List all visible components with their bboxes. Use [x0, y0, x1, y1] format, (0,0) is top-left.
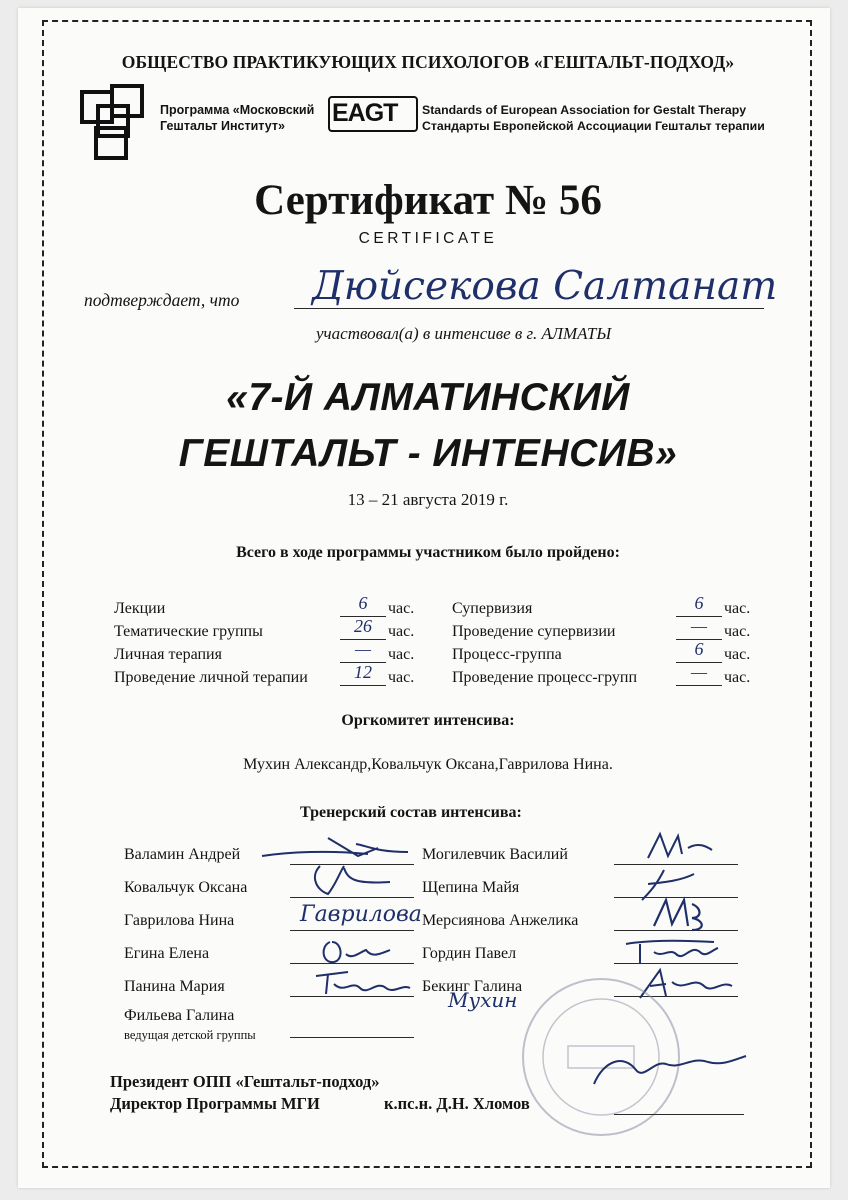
signature-line: [290, 1037, 414, 1038]
hours-unit: час.: [388, 646, 415, 663]
hours-label: Лекции: [114, 600, 166, 617]
director-signature: [584, 1040, 754, 1100]
hours-label: Проведение процесс-групп: [452, 669, 638, 686]
program-line2: Гештальт Институт»: [160, 119, 285, 133]
trainer-name: Гаврилова Нина: [124, 912, 235, 929]
trainer-name: Ковальчук Оксана: [124, 879, 248, 896]
signature-panina: [308, 962, 418, 1002]
trainers-heading: Тренерский состав интенсива:: [300, 804, 522, 821]
hours-unit: час.: [724, 646, 751, 663]
org-committee-heading: Оргкомитет интенсива:: [341, 712, 515, 729]
event-line1: «7-Й АЛМАТИНСКИЙ: [226, 376, 630, 419]
hours-value: 6: [694, 593, 704, 613]
eagt-logo-text: EAGT: [332, 99, 398, 127]
confirms-text: подтверждает, что: [84, 290, 240, 310]
institute-logo: [76, 84, 150, 169]
trainer-name: Могилевчик Василий: [422, 846, 568, 863]
trainer-name: Щепина Майя: [422, 879, 520, 896]
hours-underline: [676, 639, 722, 640]
hours-value: 6: [694, 639, 704, 659]
director-signature-line: [614, 1114, 744, 1115]
signature-line: [290, 930, 414, 931]
trainer-name: Мерсиянова Анжелика: [422, 912, 579, 929]
hours-label: Процесс-группа: [452, 646, 562, 663]
hours-label: Личная терапия: [114, 646, 222, 663]
hours-unit: час.: [724, 669, 751, 686]
hours-label: Проведение личной терапии: [114, 669, 308, 686]
hours-underline: [340, 639, 386, 640]
event-dates: 13 – 21 августа 2019 г.: [347, 490, 509, 509]
hours-underline: [340, 662, 386, 663]
hours-unit: час.: [388, 623, 415, 640]
director-title: Директор Программы МГИ: [110, 1094, 320, 1113]
event-line2: ГЕШТАЛЬТ - ИНТЕНСИВ»: [178, 432, 678, 475]
hours-underline: [676, 616, 722, 617]
hours-value: 26: [354, 616, 372, 636]
hours-underline: [676, 662, 722, 663]
signature-kovalchuk: [300, 856, 410, 902]
certificate-page: [18, 8, 830, 1188]
trainer-name: Гордин Павел: [422, 945, 517, 962]
signature-mukhin: Мухин: [448, 988, 518, 1012]
program-name: [160, 102, 314, 134]
hours-value: —: [354, 639, 371, 659]
hours-value: 12: [354, 662, 372, 682]
signature-gavrilova: Гаврилова: [300, 902, 422, 927]
hours-underline: [676, 685, 722, 686]
certificate-subtitle: CERTIFICATE: [358, 230, 498, 247]
program-line1: Программа «Московский: [160, 103, 315, 117]
trainer-name: Егина Елена: [124, 945, 210, 962]
hours-value: —: [690, 662, 707, 682]
hours-heading: Всего в ходе программы участником было пройдено:: [236, 544, 620, 561]
hours-underline: [340, 616, 386, 617]
hours-label: Тематические группы: [114, 623, 263, 640]
standards-ru: Стандарты Европейской Ассоциации Гештальт терапии: [422, 119, 765, 133]
trainer-note: ведущая детской группы: [124, 1028, 256, 1042]
org-committee-members: Мухин Александр,Ковальчук Оксана,Гаврилова Нина.: [243, 756, 613, 773]
standards-en: Standards of European Association for Gestalt Therapy: [422, 103, 747, 117]
hours-value: —: [690, 616, 707, 636]
hours-underline: [340, 685, 386, 686]
president-line: Президент ОПП «Гештальт-подход»: [110, 1072, 380, 1091]
hours-label: Проведение супервизии: [452, 623, 616, 640]
recipient-underline: [294, 308, 764, 309]
trainer-name: Панина Мария: [124, 978, 225, 995]
certificate-title: Сертификат № 56: [254, 177, 602, 224]
org-name: ОБЩЕСТВО ПРАКТИКУЮЩИХ ПСИХОЛОГОВ «ГЕШТАЛЬТ-ПОДХОД»: [121, 52, 735, 72]
hours-unit: час.: [388, 600, 415, 617]
trainer-name: Валамин Андрей: [124, 846, 241, 863]
recipient-name: Дюйсекова Салтанат: [312, 264, 778, 309]
hours-unit: час.: [388, 669, 415, 686]
standards: [422, 102, 765, 134]
director-name: к.пс.н. Д.Н. Хломов: [384, 1094, 530, 1113]
signature-mogilevchik: [638, 828, 718, 868]
trainer-name: Бекинг Галина: [422, 978, 523, 995]
hours-unit: час.: [724, 623, 751, 640]
hours-value: 6: [358, 593, 368, 613]
trainer-name: Фильева Галина: [124, 1007, 235, 1024]
hours-unit: час.: [724, 600, 751, 617]
eagt-logo: [328, 96, 418, 134]
participated-text: участвовал(а) в интенсиве в г. АЛМАТЫ: [316, 324, 612, 343]
hours-label: Супервизия: [452, 600, 533, 617]
